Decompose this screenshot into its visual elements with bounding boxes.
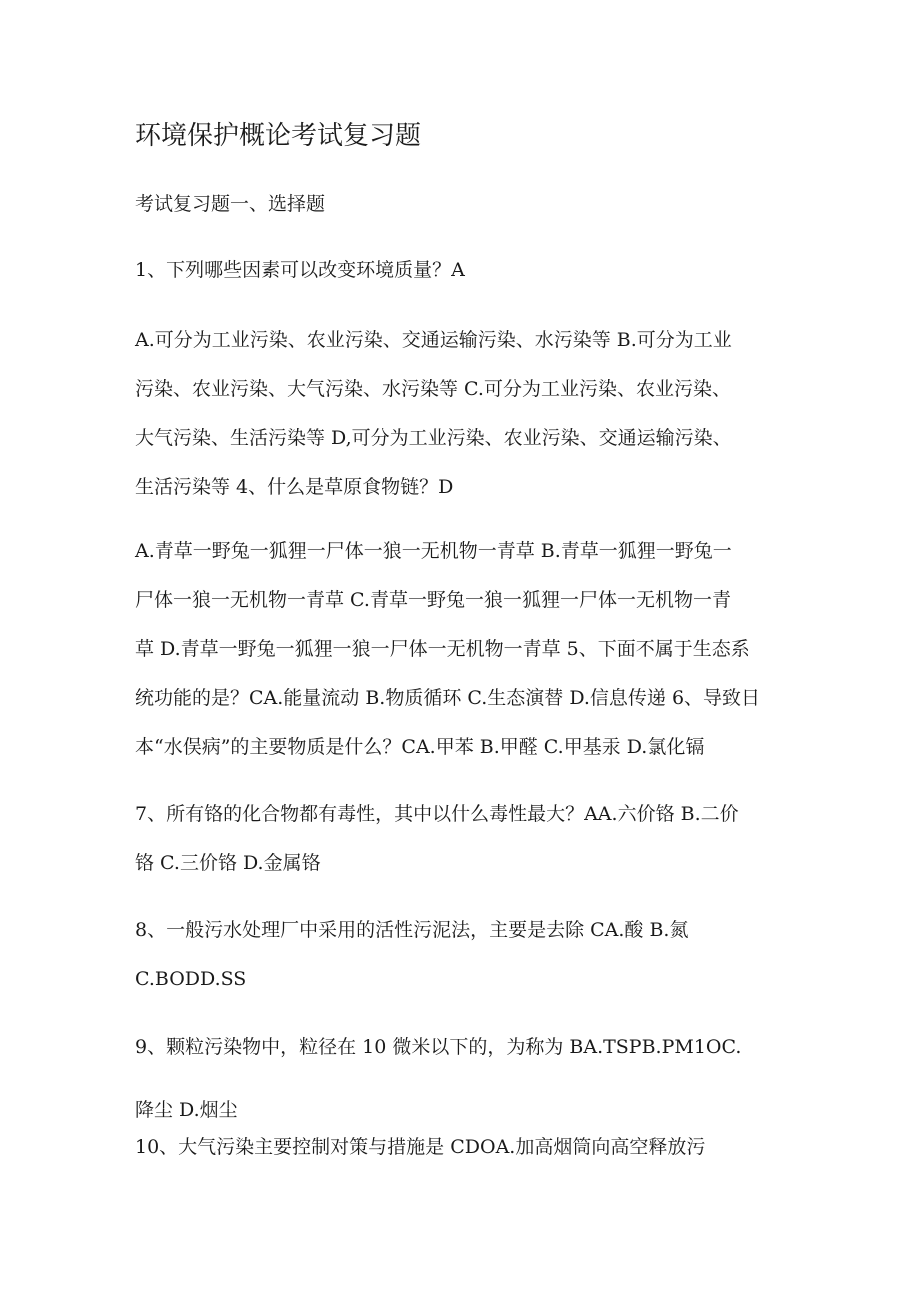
document-title: 环境保护概论考试复习题 xyxy=(135,121,422,151)
paragraph-line: 铬 C.三价铬 D.金属铬 xyxy=(135,852,321,874)
question-7: 7、所有铬的化合物都有毒性，其中以什么毒性最大？AA.六价铬 B.二价 xyxy=(135,803,739,825)
paragraph-line: 污染、农业污染、大气污染、水污染等 C.可分为工业污染、农业污染、 xyxy=(135,378,731,400)
paragraph-line: 生活污染等 4、什么是草原食物链？D xyxy=(135,476,454,498)
paragraph-line: A.青草一野兔一狐狸一尸体一狼一无机物一青草 B.青草一狐狸一野兔一 xyxy=(135,540,732,562)
paragraph-line: C.BODD.SS xyxy=(135,968,247,990)
question-10: 10、大气污染主要控制对策与措施是 CDOA.加高烟筒向高空释放污 xyxy=(135,1136,706,1158)
paragraph-line: A.可分为工业污染、农业污染、交通运输污染、水污染等 B.可分为工业 xyxy=(135,329,732,351)
paragraph-line: 降尘 D.烟尘 xyxy=(135,1099,238,1121)
paragraph-line: 尸体一狼一无机物一青草 C.青草一野兔一狼一狐狸一尸体一无机物一青 xyxy=(135,589,731,611)
question-1: 1、下列哪些因素可以改变环境质量？A xyxy=(135,259,465,281)
question-9: 9、颗粒污染物中，粒径在 10 微米以下的，为称为 BA.TSPB.PM1OC. xyxy=(135,1036,742,1058)
question-8: 8、一般污水处理厂中采用的活性污泥法，主要是去除 CA.酸 B.氮 xyxy=(135,919,689,941)
section-heading: 考试复习题一、选择题 xyxy=(135,193,326,215)
paragraph-line: 大气污染、生活污染等 D,可分为工业污染、农业污染、交通运输污染、 xyxy=(135,427,732,449)
paragraph-line: 草 D.青草一野兔一狐狸一狼一尸体一无机物一青草 5、下面不属于生态系 xyxy=(135,638,750,660)
paragraph-line: 本“水俣病”的主要物质是什么？CA.甲苯 B.甲醛 C.甲基汞 D.氯化镉 xyxy=(135,736,705,758)
paragraph-line: 统功能的是？CA.能量流动 B.物质循环 C.生态演替 D.信息传递 6、导致日 xyxy=(135,687,761,709)
